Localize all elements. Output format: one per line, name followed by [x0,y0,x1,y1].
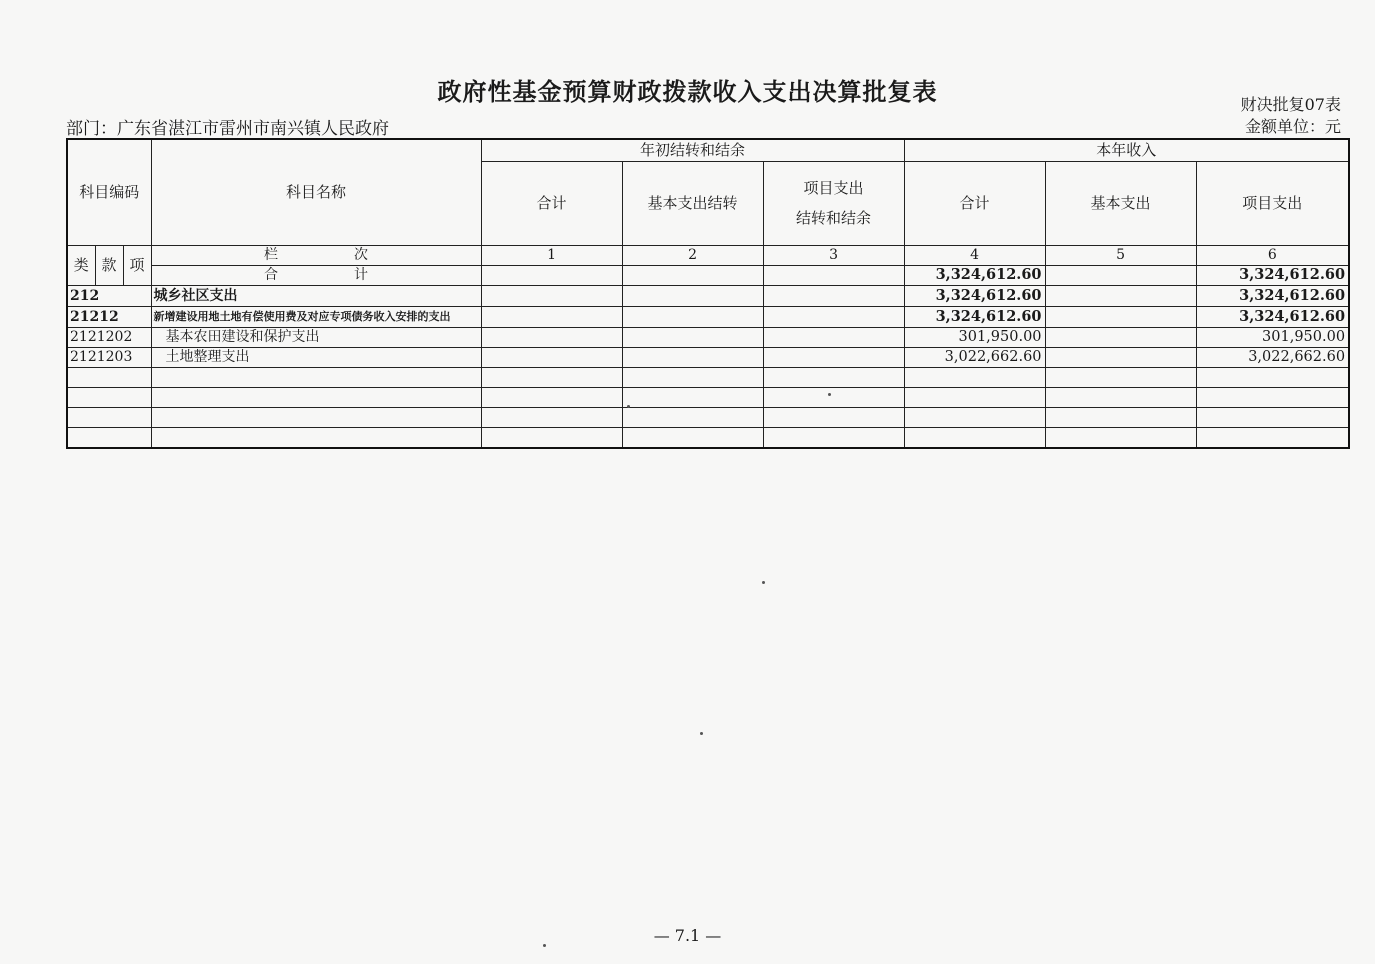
total-label [151,265,481,285]
ji-char: 计 [354,267,369,283]
row-income-total: 3,324,612.60 [904,285,1045,306]
row-code: 212 [67,285,151,306]
row-code: 2121203 [67,347,151,367]
column-index-3: 3 [763,245,904,265]
scan-speck [700,732,703,735]
income-basic-header: 基本支出 [1045,161,1196,245]
unit-label: 金额单位： [1244,117,1325,136]
table-row [67,306,1349,327]
column-index-6: 6 [1196,245,1349,265]
kuan-header: 款 [95,245,123,285]
empty-row [67,407,1349,427]
row-code: 21212 [67,306,151,327]
row-name: 城乡社区支出 [151,285,481,306]
form-number: 财决批复07表 [1240,95,1341,114]
amount-unit-line [1245,114,1341,137]
table-row [67,347,1349,367]
total-income-project: 3,324,612.60 [1196,265,1349,285]
total-cell [622,265,763,285]
row-income-project: 3,324,612.60 [1196,306,1349,327]
row-income-project: 3,022,662.60 [1196,347,1349,367]
xiang-header: 项 [123,245,151,285]
row-income-project: 301,950.00 [1196,327,1349,347]
opening-project-line2: 结转和结余 [796,209,872,227]
opening-total-header: 合计 [481,161,622,245]
row-income-total: 3,324,612.60 [904,306,1045,327]
total-cell [481,265,622,285]
unit-value: 元 [1324,117,1341,136]
he-char: 合 [264,267,279,283]
page-number: — 7.1 — [653,926,722,945]
column-index-5: 5 [1045,245,1196,265]
column-index-2: 2 [622,245,763,265]
table-row [67,285,1349,306]
opening-balance-header: 年初结转和结余 [481,139,904,161]
department-line [66,114,389,139]
lei-header: 类 [67,245,95,285]
lan-char: 栏 [264,247,279,263]
current-income-header: 本年收入 [904,139,1349,161]
budget-table [66,138,1350,449]
department-name: 广东省湛江市雷州市南兴镇人民政府 [117,119,389,139]
scan-speck [828,393,831,396]
opening-project-line1: 项目支出 [803,179,864,197]
scan-speck [627,405,630,408]
column-index-label [151,245,481,265]
scan-speck [762,581,765,584]
row-name: 基本农田建设和保护支出 [151,327,481,347]
row-name: 新增建设用地土地有偿使用费及对应专项债务收入安排的支出 [151,306,481,327]
total-cell [1045,265,1196,285]
table-row [67,327,1349,347]
report-title: 政府性基金预算财政拨款收入支出决算批复表 [437,78,938,106]
total-income-total: 3,324,612.60 [904,265,1045,285]
opening-basic-carry-header: 基本支出结转 [622,161,763,245]
subject-name-header: 科目名称 [151,139,481,245]
row-income-project: 3,324,612.60 [1196,285,1349,306]
opening-project-header [763,161,904,245]
row-income-total: 3,022,662.60 [904,347,1045,367]
subject-code-header: 科目编码 [67,139,151,245]
total-cell [763,265,904,285]
row-income-total: 301,950.00 [904,327,1045,347]
column-index-4: 4 [904,245,1045,265]
empty-row [67,367,1349,387]
income-project-header: 项目支出 [1196,161,1349,245]
income-total-header: 合计 [904,161,1045,245]
empty-row [67,427,1349,448]
empty-row [67,387,1349,407]
row-name: 土地整理支出 [151,347,481,367]
column-index-1: 1 [481,245,622,265]
department-label: 部门： [66,119,117,139]
row-code: 2121202 [67,327,151,347]
ci-char: 次 [354,247,369,263]
